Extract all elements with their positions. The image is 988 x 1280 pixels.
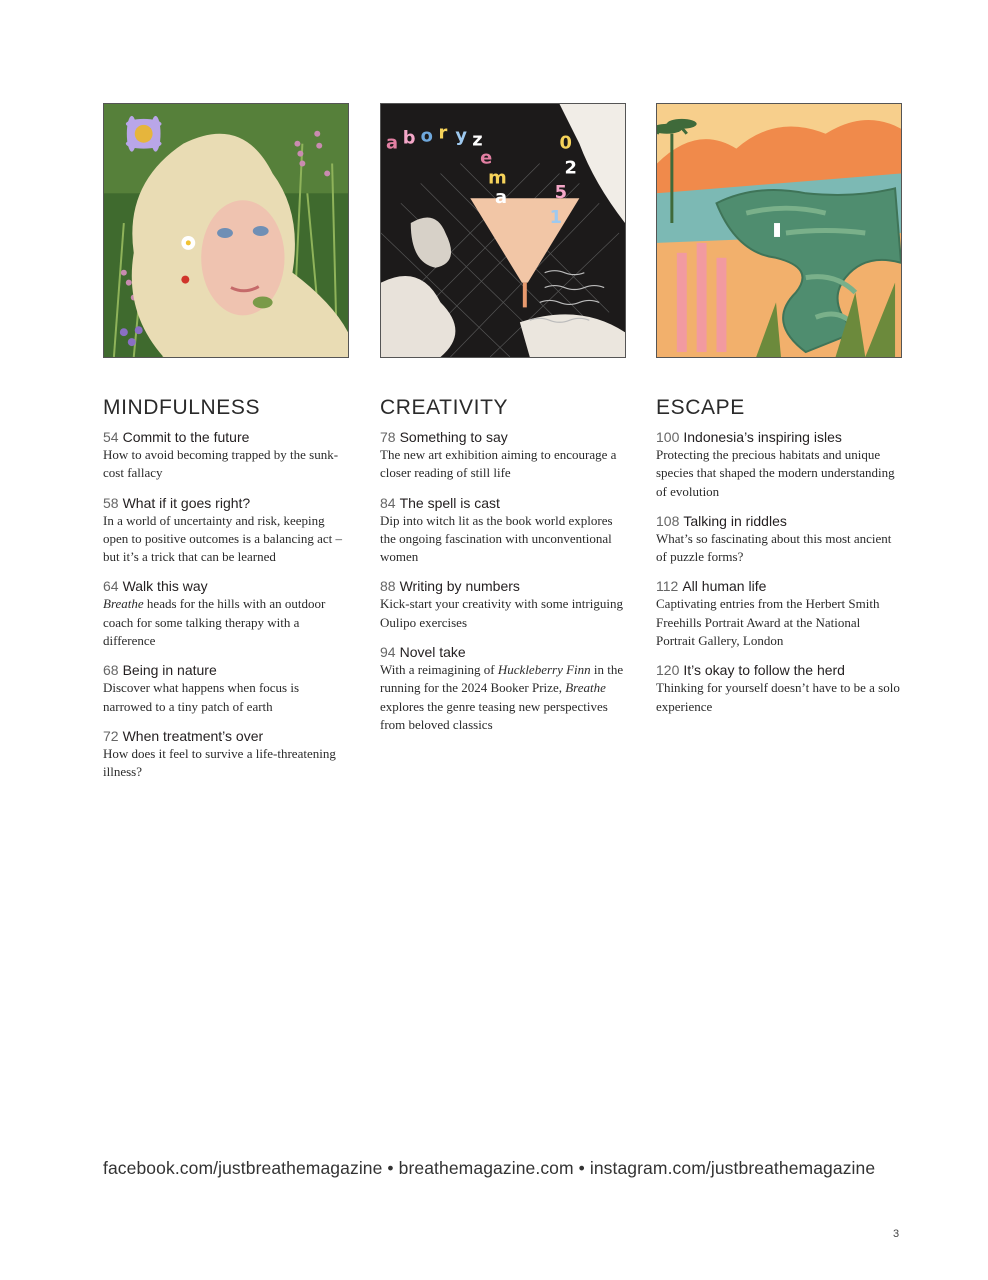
page-number: 100 [656,429,680,445]
toc-entry[interactable] [656,661,902,716]
entry-description: The new art exhibition aiming to encourage a closer reading of still life [380,447,617,481]
entry-description: In a world of uncertainty and risk, keeping open to positive outcomes is a balancing act – but it’s a trick that can be learned [103,512,342,565]
svg-text:a: a [385,132,399,154]
svg-text:y: y [455,125,468,147]
entry-title: Commit to the future [122,429,250,445]
toc-entry[interactable] [380,577,626,632]
entry-title: Something to say [399,429,508,445]
svg-text:b: b [402,127,416,149]
mindfulness-illustration[interactable] [103,103,349,358]
creativity-illustration[interactable] [380,103,626,358]
toc-entry[interactable] [103,661,349,716]
entry-title: Being in nature [122,662,217,679]
entry-description: How to avoid becoming trapped by the sunk-cost fallacy [103,447,339,481]
entry-description: Dip into witch lit as the book world explores the ongoing fascination with unconventional women [380,512,613,565]
svg-text:z: z [472,129,483,151]
entry-description [103,595,349,650]
toc-entry[interactable] [103,577,349,650]
entry-title: Talking in riddles [683,512,787,529]
page-number: 94 [380,644,396,661]
entry-title: Walk this way [122,578,208,595]
toc-entry[interactable] [103,727,349,782]
toc-entry[interactable] [103,494,349,567]
entry-description: How does it feel to survive a life-threatening illness? [103,745,336,780]
italic-text: Breathe [103,596,144,612]
svg-text:e: e [480,147,493,169]
entry-title: It’s okay to follow the herd [683,662,845,679]
entry-title: Writing by numbers [399,578,520,595]
section-mindfulness [103,103,349,793]
toc-entry[interactable] [656,577,902,650]
page-number: 120 [656,662,680,679]
entry-description [380,661,626,734]
desc-text: heads for the hills with an outdoor coach for some talking therapy with a difference [103,596,326,649]
entry-description: Kick-start your creativity with some intriguing Oulipo exercises [380,596,623,630]
escape-illustration[interactable] [656,103,902,358]
entry-title: The spell is cast [399,494,500,511]
entry-title: When treatment’s over [122,727,264,744]
entry-description: Thinking for yourself doesn’t have to be a solo experience [656,680,900,714]
svg-text:2: 2 [564,157,577,179]
svg-text:m: m [488,167,507,189]
italic-text: Breathe [565,680,606,696]
page-number: 108 [656,512,680,529]
page-number: 64 [103,578,119,595]
section-escape [656,103,902,727]
page-number-footer: 3 [893,1228,900,1240]
entry-description: Protecting the precious habitats and unique species that shaped the modern understanding of evolution [656,447,895,499]
entry-title: Novel take [399,644,466,661]
toc-entry[interactable] [656,428,902,501]
toc-entry[interactable] [380,428,626,483]
svg-text:a: a [495,187,508,209]
section-creativity [380,103,626,745]
page-number: 68 [103,662,119,679]
svg-text:1: 1 [549,207,563,229]
toc-entry[interactable] [380,643,626,734]
svg-text:0: 0 [559,132,572,154]
page-number: 58 [103,494,119,511]
toc-entry[interactable] [380,494,626,567]
section-title: ESCAPE [656,396,745,419]
desc-text: With a reimagining of [380,662,498,678]
page-number: 54 [103,429,119,445]
svg-text:5: 5 [554,182,567,204]
entry-description: Captivating entries from the Herbert Smith Freehills Portrait Award at the National Portrait Gallery, London [656,596,880,649]
svg-text:o: o [420,125,433,147]
toc-entry[interactable] [656,512,902,567]
entry-title: All human life [682,578,767,595]
italic-text: Huckleberry Finn [497,662,591,678]
desc-text: explores the genre teasing new perspectives from beloved classics [380,698,608,732]
entry-description: Discover what happens when focus is narrowed to a tiny patch of earth [103,680,300,714]
entry-title: What if it goes right? [122,494,251,511]
page-number: 78 [380,429,396,445]
svg-text:r: r [438,122,448,144]
page-number: 88 [380,578,396,595]
section-title: CREATIVITY [380,396,509,419]
page-number: 72 [103,727,119,744]
page-number: 84 [380,494,396,511]
page-number: 112 [656,578,679,595]
toc-entry[interactable] [103,428,349,483]
desc-text: in the running for the 2024 Booker Prize, [380,662,624,696]
section-title: MINDFULNESS [103,396,261,419]
footer-social-links[interactable]: facebook.com/justbreathemagazine • breathemagazine.com • instagram.com/justbreathemagazine [103,1158,876,1178]
entry-description: What’s so fascinating about this most ancient of puzzle forms? [656,530,892,565]
entry-title: Indonesia’s inspiring isles [683,429,842,445]
